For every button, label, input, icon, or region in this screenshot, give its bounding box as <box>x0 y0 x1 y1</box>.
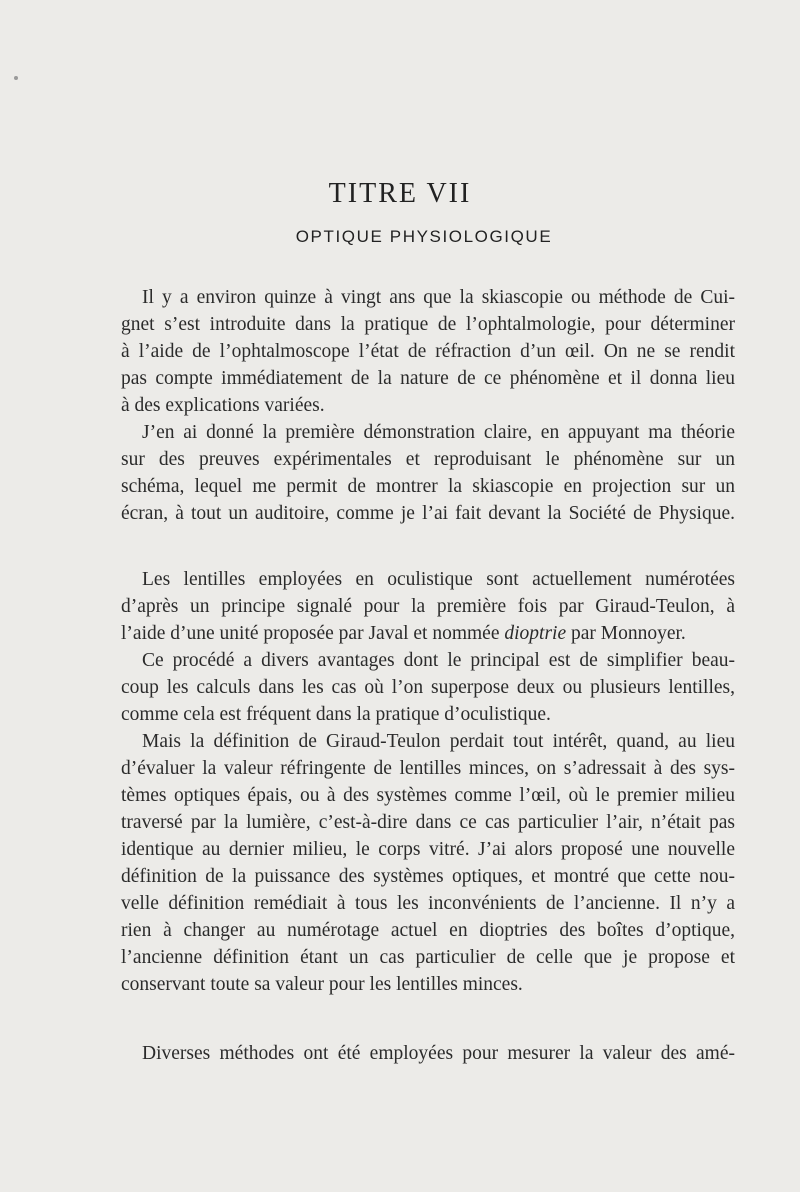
text-line: Les lentilles employées en oculistique sont actuellement numérotées <box>142 569 735 590</box>
text-line: l’ancienne définition étant un cas particulier de celle que je propose et <box>121 947 735 968</box>
chapter-title: TITRE VII <box>328 178 472 209</box>
text-line: identique au dernier milieu, le corps vitré. J’ai alors proposé une nouvelle <box>121 839 735 860</box>
text-line: Ce procédé a divers avantages dont le principal est de simplifier beau- <box>142 650 735 671</box>
text-line: J’en ai donné la première démonstration claire, en appuyant ma théorie <box>142 422 735 443</box>
text-line: Mais la définition de Giraud-Teulon perdait tout intérêt, quand, au lieu <box>142 731 735 752</box>
text-line: comme cela est fréquent dans la pratique d’oculistique. <box>121 704 551 725</box>
text-line: rien à changer au numérotage actuel en dioptries des boîtes d’optique, <box>121 920 735 941</box>
text-line: d’évaluer la valeur réfringente de lentilles minces, on s’adressait à des sys- <box>121 758 735 779</box>
section-skiascopie <box>121 284 735 527</box>
section-ametropie <box>121 1040 735 1067</box>
text-line: gnet s’est introduite dans la pratique de l’ophtalmologie, pour déterminer <box>121 314 735 335</box>
text-line: conservant toute sa valeur pour les lentilles minces. <box>121 974 523 995</box>
page-speck <box>14 76 18 80</box>
text-line: écran, à tout un auditoire, comme je l’ai fait devant la Société de Physique. <box>121 503 735 524</box>
text-line: schéma, lequel me permit de montrer la skiascopie en projection sur un <box>121 476 735 497</box>
text-line: Il y a environ quinze à vingt ans que la skiascopie ou méthode de Cui- <box>142 287 735 308</box>
text-line: d’après un principe signalé pour la première fois par Giraud-Teulon, à <box>121 596 735 617</box>
text-line: tèmes optiques épais, ou à des systèmes comme l’œil, où le premier milieu <box>121 785 735 806</box>
chapter-subtitle: OPTIQUE PHYSIOLOGIQUE <box>295 227 553 246</box>
text-segment: par Monnoyer. <box>566 623 686 644</box>
text-line: traversé par la lumière, c’est-à-dire dans ce cas particulier l’air, n’était pas <box>121 812 735 833</box>
text-line: velle définition remédiait à tous les inconvénients de l’ancienne. Il n’y a <box>121 893 735 914</box>
text-line: Diverses méthodes ont été employées pour mesurer la valeur des amé- <box>142 1043 735 1064</box>
text-line: à des explications variées. <box>121 395 325 416</box>
text-line: définition de la puissance des systèmes optiques, et montré que cette nou- <box>121 866 735 887</box>
text-line-italic <box>121 620 735 647</box>
text-line: à l’aide de l’ophtalmoscope l’état de réfraction d’un œil. On ne se rendit <box>121 341 735 362</box>
italic-term: dioptrie <box>504 623 567 644</box>
text-segment: l’aide d’une unité proposée par Javal et nommée <box>121 623 505 644</box>
text-line: coup les calculs dans les cas où l’on superpose deux ou plusieurs lentilles, <box>121 677 735 698</box>
text-line: sur des preuves expérimentales et reproduisant le phénomène sur un <box>121 449 735 470</box>
section-dioptrie <box>121 566 735 998</box>
text-line: pas compte immédiatement de la nature de ce phénomène et il donna lieu <box>121 368 735 389</box>
